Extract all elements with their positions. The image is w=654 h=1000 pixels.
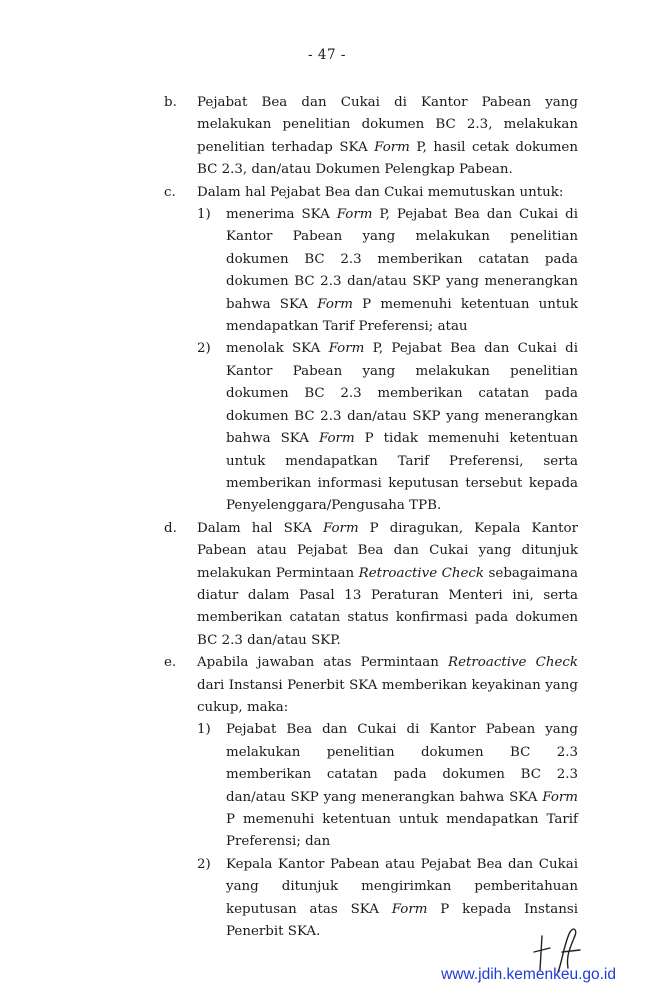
sub-item-e-2 bbox=[164, 854, 578, 944]
sub-item-text: Pejabat Bea dan Cukai di Kantor Pabean yang melakukan penelitian dokumen BC 2.3 memberikan catatan pada dokumen BC 2.3 dan/atau SKP yang menerangkan bahwa SKA Form P memenuhi ketentuan untuk mendapatkan Tarif Preferensi; dan bbox=[226, 722, 578, 850]
list-item-e bbox=[164, 652, 578, 719]
footer-url-link[interactable]: www.jdih.kemenkeu.go.id bbox=[441, 966, 616, 983]
sub-item-number: 2) bbox=[197, 341, 211, 357]
sub-item-text: menerima SKA Form P, Pejabat Bea dan Cukai di Kantor Pabean yang melakukan penelitian dokumen BC 2.3 memberikan catatan pada dokumen BC 2.3 dan/atau SKP yang menerangkan bahwa SKA Form P memenuhi ketentuan untuk mendapatkan Tarif Preferensi; atau bbox=[226, 207, 578, 335]
item-label: c. bbox=[164, 184, 176, 200]
list-item-d bbox=[164, 518, 578, 652]
sub-item-text: menolak SKA Form P, Pejabat Bea dan Cukai di Kantor Pabean yang melakukan penelitian dokumen BC 2.3 memberikan catatan pada dokumen BC 2.3 dan/atau SKP yang menerangkan bahwa SKA Form P tidak memenuhi ketentuan untuk mendapatkan Tarif Preferensi, serta memberikan informasi keputusan tersebut kepada Penyelenggara/Pengusaha TPB. bbox=[226, 341, 578, 514]
sub-item-c-1 bbox=[164, 204, 578, 338]
item-intro: Apabila jawaban atas Permintaan Retroactive Check dari Instansi Penerbit SKA memberikan keyakinan yang cukup, maka: bbox=[197, 655, 578, 715]
item-text: Dalam hal SKA Form P diragukan, Kepala Kantor Pabean atau Pejabat Bea dan Cukai yang ditunjuk melakukan Permintaan Retroactive Check sebagaimana diatur dalam Pasal 13 Peraturan Menteri ini, serta memberikan catatan status konfirmasi pada dokumen BC 2.3 dan/atau SKP. bbox=[197, 520, 578, 648]
item-label: e. bbox=[164, 655, 177, 671]
item-label: d. bbox=[164, 520, 177, 536]
item-label: b. bbox=[164, 95, 177, 110]
page-number: - 47 - bbox=[308, 47, 346, 63]
sub-item-text: Kepala Kantor Pabean atau Pejabat Bea dan Cukai yang ditunjuk mengirimkan pemberitahuan keputusan atas SKA Form P kepada Instansi Penerbit SKA. bbox=[226, 856, 578, 940]
item-intro: Dalam hal Pejabat Bea dan Cukai memutuskan untuk: bbox=[197, 184, 564, 200]
sub-item-e-1 bbox=[164, 719, 578, 853]
list-item-b bbox=[164, 92, 578, 182]
sub-item-number: 1) bbox=[197, 207, 211, 223]
list-item-c bbox=[164, 182, 578, 204]
sub-item-number: 1) bbox=[197, 722, 211, 738]
sub-item-c-2 bbox=[164, 338, 578, 517]
document-body bbox=[164, 92, 578, 943]
sub-item-number: 2) bbox=[197, 856, 211, 872]
item-text: Pejabat Bea dan Cukai di Kantor Pabean yang melakukan penelitian dokumen BC 2.3, melakukan penelitian terhadap SKA Form P, hasil cetak dokumen BC 2.3, dan/atau Dokumen Pelengkap Pabean. bbox=[197, 95, 578, 178]
